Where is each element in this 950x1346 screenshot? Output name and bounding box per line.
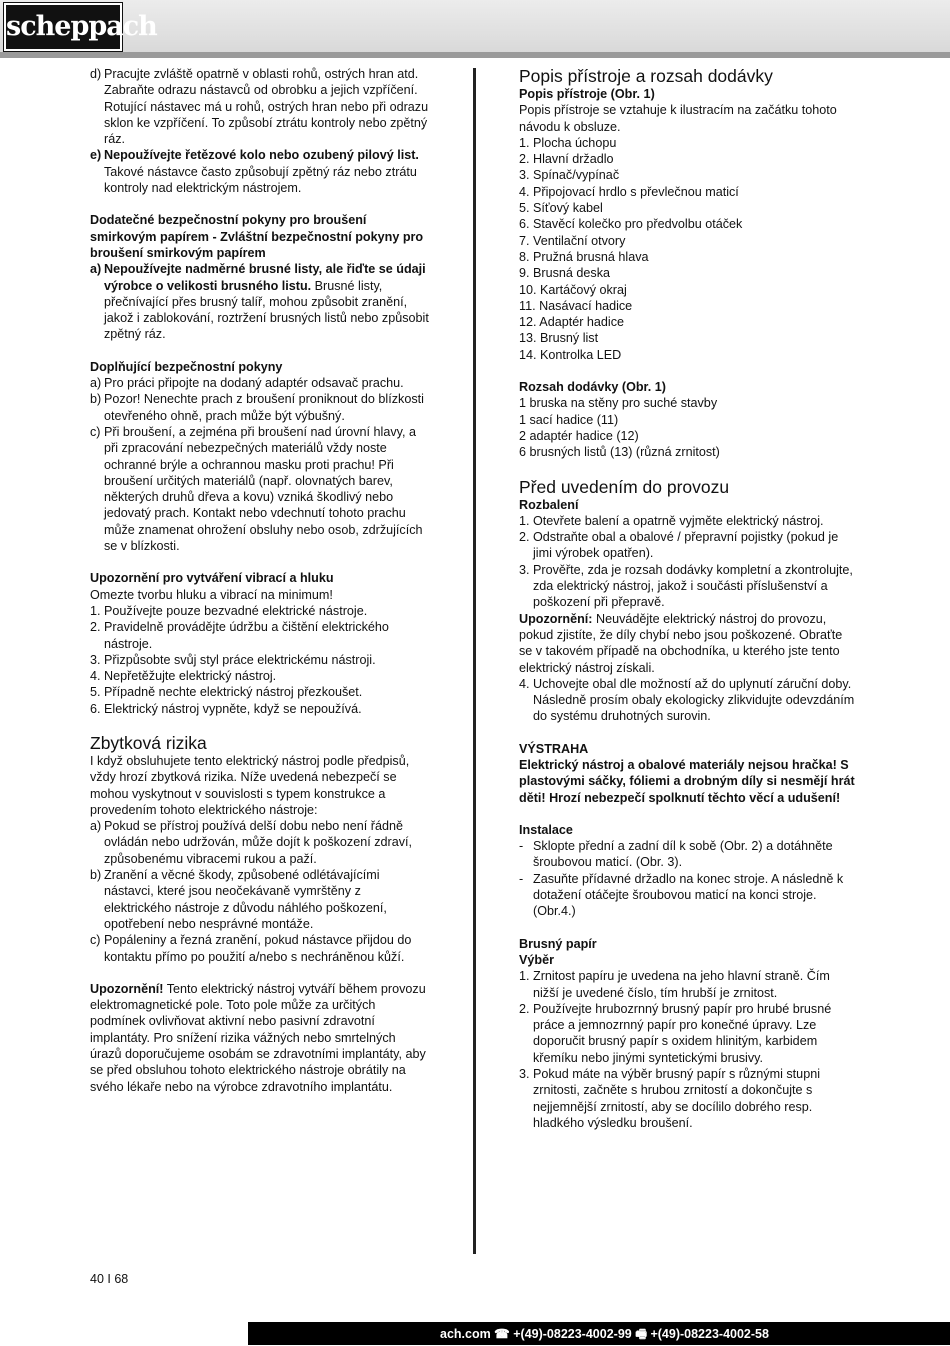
page-number: 40 I 68 xyxy=(90,1272,129,1286)
list-item: 4. Uchovejte obal dle možností až do uplynutí záruční doby. Následně prosím obaly ekologicky zlikvidujte odevzdáním do systému druhotných surovin. xyxy=(519,676,855,724)
list-item: 3. Prověřte, zda je rozsah dodávky kompletní a zkontrolujte, zda elektrický nástroj, jakož i součásti příslušenství a poškození při přepravě. xyxy=(519,562,853,610)
section-heading: Popis přístroje (Obr. 1) xyxy=(519,87,655,101)
list-item: 2. Hlavní držadlo xyxy=(519,152,614,167)
page-footer xyxy=(0,1322,950,1345)
list-item: 14. Kontrolka LED xyxy=(519,347,622,362)
brand-logo: scheppach xyxy=(4,3,122,51)
page-header xyxy=(0,0,950,58)
list-item: 7. Ventilační otvory xyxy=(519,233,626,248)
list-item: 1. Plocha úchopu xyxy=(519,135,617,150)
list-item: 4. Nepřetěžujte elektrický nástroj. xyxy=(90,669,277,684)
column-divider xyxy=(473,68,476,1254)
section-subheading: Výběr xyxy=(519,952,555,967)
list-item: 2. Pravidelně provádějte údržbu a čištění elektrického nástroje. xyxy=(90,620,389,651)
list-item: e) Nepoužívejte řetězové kolo nebo ozubený pilový list. Takové nástavce často způsobují zpětný ráz nebo ztrátu kontroly nad elektrickým nástrojem. xyxy=(90,148,419,196)
list-item: 2 adaptér hadice (12) xyxy=(519,428,639,443)
section-heading: Dodatečné bezpečnostní pokyny pro broušení smirkovým papírem - Zvláštní bezpečnostní pokyny pro broušení smirkovým papírem xyxy=(90,213,424,260)
list-item: a) Pro práci připojte na dodaný adaptér odsavač prachu. xyxy=(90,376,404,391)
list-item: - Sklopte přední a zadní díl k sobě (Obr. 2) a dotáhněte šroubovou maticí. (Obr. 3). xyxy=(519,839,833,870)
section-heading: Brusný papír xyxy=(519,936,597,951)
list-item: 1. Zrnitost papíru je uvedena na jeho hlavní straně. Čím nižší je uvedené číslo, tím hrubší je zrnitost. xyxy=(519,969,830,1000)
list-item: 6. Stavěcí kolečko pro předvolbu otáček xyxy=(519,217,743,232)
list-item: 2. Odstraňte obal a obalové / přepravní pojistky (pokud je jimi výrobek opatřen). xyxy=(519,530,839,561)
section-title: Před uvedením do provozu xyxy=(519,476,730,497)
section-heading: Instalace xyxy=(519,822,573,837)
section-heading: Rozbalení xyxy=(519,497,579,512)
section-heading: Rozsah dodávky (Obr. 1) xyxy=(519,380,666,395)
section-title: Zbytková rizika xyxy=(90,732,207,753)
warning-label: VÝSTRAHA xyxy=(519,741,589,756)
list-item: 11. Nasávací hadice xyxy=(519,298,633,313)
list-item: 6 brusných listů (13) (různá zrnitost) xyxy=(519,445,720,460)
warning-paragraph: Upozornění! Tento elektrický nástroj vytváří během provozu elektromagnetické pole. Toto pole může za určitých podmínek ovlivňovat aktivní nebo pasivní zdravotní implantáty. Pro snížení rizika vážných nebo smrtelných úrazů doporučujeme osobám se zdravotními implantáty, aby se před obsluhou tohoto elektrického nástroje obrátily na svého lékaře nebo na výrobce zdravotního implantátu. xyxy=(90,981,426,1094)
right-column xyxy=(519,66,859,1131)
list-item: 1 sací hadice (11) xyxy=(519,412,619,427)
section-title: Popis přístroje a rozsah dodávky xyxy=(519,66,773,86)
list-item: 13. Brusný list xyxy=(519,331,599,346)
list-item: 10. Kartáčový okraj xyxy=(519,282,627,297)
paragraph: I když obsluhujete tento elektrický nástroj podle předpisů, vždy hrozí zbytková rizika. Níže uvedená nebezpečí se mohou vyskytnout v souvislosti s typem konstrukce a provedením tohoto elektrického nástroje: xyxy=(90,753,410,817)
list-item: 1. Otevřete balení a opatrně vyjměte elektrický nástroj. xyxy=(519,513,824,528)
list-item: b) Pozor! Nenechte prach z broušení proniknout do blízkosti otevřeného ohně, prach může být výbušný. xyxy=(90,392,424,423)
list-item: 4. Připojovací hrdlo s převlečnou maticí xyxy=(519,184,739,199)
list-item: a) Pokud se přístroj používá delší dobu nebo není řádně ovládán nebo udržován, může dojít k poškození zdraví, způsobenému vibracemi rukou a paží. xyxy=(90,819,413,866)
paragraph: Popis přístroje se vztahuje k ilustracím na začátku tohoto návodu k obsluze. xyxy=(519,103,837,134)
section-heading: Upozornění pro vytváření vibrací a hluku xyxy=(90,571,334,586)
paragraph: Omezte tvorbu hluku a vibrací na minimum! xyxy=(90,587,333,602)
list-item: 5. Síťový kabel xyxy=(519,201,603,216)
section-heading: Doplňující bezpečnostní pokyny xyxy=(90,359,283,374)
list-item: 9. Brusná deska xyxy=(519,266,611,281)
list-item: 2. Používejte hrubozrnný brusný papír pro hrubé brusné práce a jemnozrnný papír pro konečné úpravy. Lze doporučit brusný papír s oxidem hlinitým, karbidem křemíku nebo jinými syntetickými brusivy. xyxy=(519,1001,832,1065)
contact-info: ach.com ☎ +(49)-08223-4002-99 🖷 +(49)-08223-4002-58 xyxy=(440,1327,769,1341)
list-item: a) Nepoužívejte nadměrné brusné listy, ale řiďte se údaji výrobce o velikosti brusného listu. Brusné listy, přečnívající přes brusný talíř, mohou způsobit zranění, jakož i zablokování, roztržení brusných listů nebo způsobit zpětný ráz. xyxy=(90,262,429,342)
list-item: 3. Přizpůsobte svůj styl práce elektrickému nástroji. xyxy=(90,652,376,667)
list-item: 3. Spínač/vypínač xyxy=(519,168,620,183)
list-item: b) Zranění a věcné škody, způsobené odlétávajícími nástavci, které jsou neočekávaně vymrštěny z elektrického nástroje z důvodu náhlého poškození, opotřebení nebo nesprávné montáže. xyxy=(90,868,387,931)
list-item: 1 bruska na stěny pro suché stavby xyxy=(519,396,718,411)
list-item: d) Pracujte zvláště opatrně v oblasti rohů, ostrých hran atd. Zabraňte odrazu nástavců od obrobku a jejich vzpříčení. Rotující nástavec má u rohů, ostrých hran nebo při odrazu sklon ke vzpříčení. To způsobí ztrátu kontroly nebo zpětný ráz. xyxy=(90,67,429,147)
list-item: 3. Pokud máte na výběr brusný papír s různými stupni zrnitosti, začněte s hrubou zrnitostí a dokončujte s nejjemnější zrnitostí, aby se docílilo dobrého resp. hladkého výsledku broušení. xyxy=(519,1067,820,1130)
note-paragraph: Upozornění: Neuvádějte elektrický nástroj do provozu, pokud zjistíte, že díly chybí nebo jsou poškozené. Obraťte se v takovém případě na obchodníka, u kterého jste tento elektrický nástroj získali. xyxy=(519,611,843,675)
list-item: c) Při broušení, a zejména při broušení nad úrovní hlavy, a při zpracování nebezpečných materiálů vždy noste ochranné brýle a ochrannou masku proti prachu! Při broušení určitých materiálů (např. olovnatých barev, některých druhů dřeva a kovu) vzniká škodlivý nebo jedovatý prach. Kontakt nebo vdechnutí tohoto prachu může znamenat ohrožení obsluhy nebo osob, zdržujících se v blízkosti. xyxy=(90,424,423,554)
list-item: 5. Případně nechte elektrický nástroj přezkoušet. xyxy=(90,685,363,700)
list-item: - Zasuňte přídavné držadlo na konec stroje. A následně k dotažení otáčejte šroubovou maticí na konci stroje. (Obr.4.) xyxy=(519,871,844,919)
list-item: 1. Používejte pouze bezvadné elektrické nástroje. xyxy=(90,603,368,618)
list-item: 6. Elektrický nástroj vypněte, když se nepoužívá. xyxy=(90,701,362,716)
list-item: 12. Adaptér hadice xyxy=(519,315,625,330)
left-column xyxy=(90,66,430,1095)
list-item: 8. Pružná brusná hlava xyxy=(519,249,649,264)
warning-text: Elektrický nástroj a obalové materiály nejsou hračka! S plastovými sáčky, fóliemi a drobným díly si nesmějí hrát děti! Hrozí nebezpečí spolknutí těchto věcí a udušení! xyxy=(519,757,855,805)
list-item: c) Popáleniny a řezná zranění, pokud nástavce přijdou do kontaktu přímo po použití a/nebo s nechráněnou kůží. xyxy=(90,933,412,964)
